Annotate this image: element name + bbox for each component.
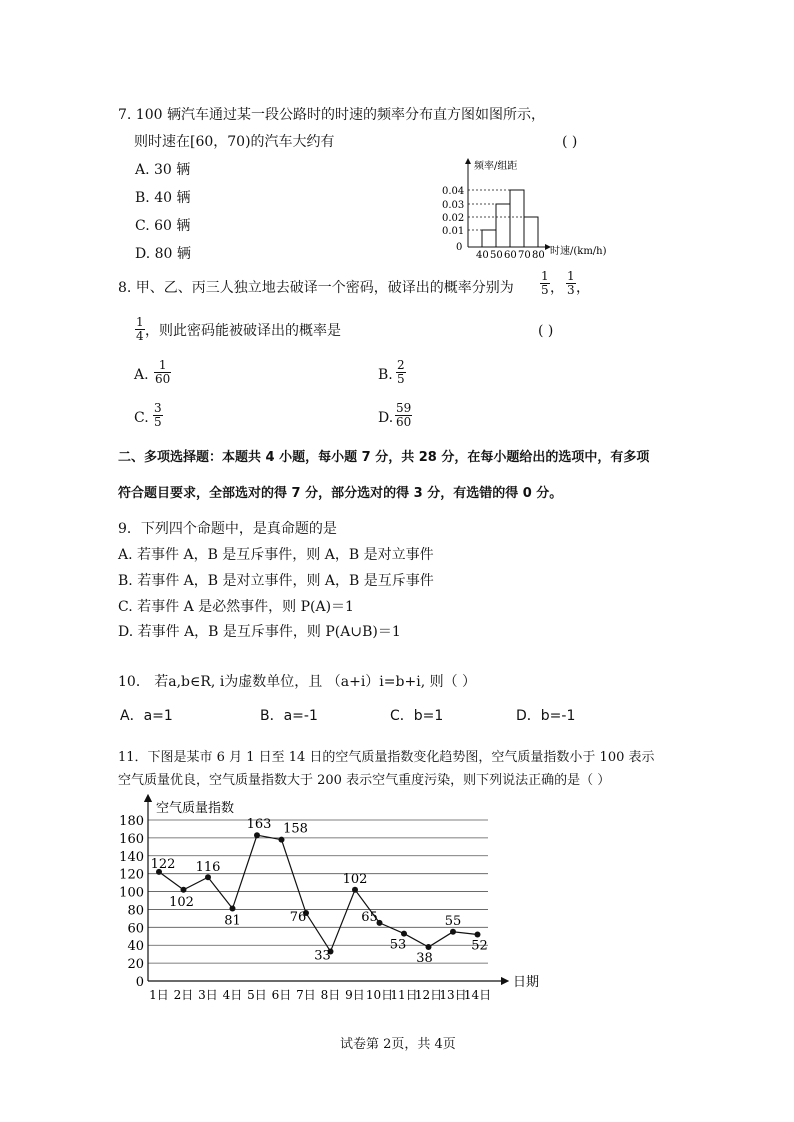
aqi-data-label: 122 bbox=[150, 856, 176, 872]
q8-option-d-label: D. bbox=[378, 410, 394, 426]
q10-stem: 10． 若a,b∈R, i为虚数单位，且 （a+i）i=b+i, 则（ ） bbox=[118, 674, 477, 690]
aqi-data-label: 81 bbox=[224, 913, 241, 929]
q7-ytick-003: 0.03 bbox=[442, 200, 465, 211]
q10-option-c: C．b=1 bbox=[390, 708, 444, 724]
q11-stem-line2: 空气质量优良，空气质量指数大于 200 表示空气重度污染，则下列说法正确的是（ ） bbox=[118, 773, 611, 788]
aqi-data-label: 158 bbox=[283, 821, 308, 837]
aqi-data-label: 163 bbox=[246, 817, 272, 833]
q7-bar-60-70 bbox=[510, 190, 524, 247]
aqi-xtick-label: 3日 bbox=[198, 988, 218, 1002]
aqi-ylabel: 空气质量指数 bbox=[156, 801, 235, 816]
aqi-xtick-label: 11日 bbox=[390, 988, 418, 1002]
q8-stem-line1: 8. 甲、乙、丙三人独立地去破译一个密码，破译出的概率分别为 bbox=[118, 280, 514, 296]
aqi-xtick-label: 14日 bbox=[463, 988, 492, 1002]
aqi-xtick-label: 5日 bbox=[247, 988, 267, 1002]
q8-comma-2: ， bbox=[576, 280, 590, 296]
q7-ytick-004: 0.04 bbox=[442, 186, 465, 197]
q8-comma-1: ， bbox=[550, 280, 564, 296]
aqi-data-label: 38 bbox=[416, 951, 433, 967]
aqi-xtick-label: 2日 bbox=[173, 988, 194, 1002]
section2-heading-line2: 符合题目要求，全部选对的得 7 分，部分选对的得 3 分，有选错的得 0 分。 bbox=[118, 486, 563, 501]
q7-bar-40-50 bbox=[482, 230, 496, 247]
aqi-data-point bbox=[401, 931, 407, 937]
aqi-data-point bbox=[475, 931, 481, 937]
q9-option-a: A. 若事件 A，B 是互斥事件，则 A，B 是对立事件 bbox=[118, 547, 434, 563]
q9-option-d: D. 若事件 A，B 是互斥事件，则 P(A∪B)＝1 bbox=[118, 624, 401, 640]
section2-heading-line1: 二、多项选择题：本题共 4 小题，每小题 7 分，共 28 分，在每小题给出的选项中，有多项 bbox=[118, 450, 650, 465]
aqi-ytick-label: 0 bbox=[135, 975, 144, 990]
q7-ylabel: 频率/组距 bbox=[474, 161, 518, 172]
q7-option-d: D. 80 辆 bbox=[135, 246, 191, 262]
q10-option-b: B．a=-1 bbox=[260, 708, 318, 724]
q7-answer-paren: ( ) bbox=[562, 134, 578, 150]
q7-bar-50-60 bbox=[496, 204, 510, 247]
aqi-data-label: 33 bbox=[314, 948, 331, 964]
q11-stem-line1: 11．下图是某市 6 月 1 日至 14 日的空气质量指数变化趋势图，空气质量指数小于 100 表示 bbox=[118, 750, 655, 765]
aqi-ytick-label: 140 bbox=[119, 849, 144, 865]
aqi-xlabel: 日期 bbox=[513, 975, 540, 990]
q7-option-c: C. 60 辆 bbox=[135, 218, 191, 234]
aqi-data-label: 53 bbox=[389, 937, 407, 953]
aqi-xtick-label: 8日 bbox=[320, 988, 341, 1002]
aqi-data-label: 52 bbox=[471, 938, 488, 954]
aqi-xtick-label: 9日 bbox=[345, 988, 365, 1002]
aqi-ytick-label: 160 bbox=[119, 831, 144, 847]
q7-xtick-60: 60 bbox=[504, 250, 517, 260]
q8-fraction-1-5: $\frac{1}{5}$ bbox=[541, 269, 549, 297]
q8-option-a-fraction: $\frac{1}{60}$ bbox=[155, 358, 171, 386]
aqi-xtick-label: 7日 bbox=[296, 988, 316, 1002]
q8-stem-line2: ，则此密码能被破译出的概率是 bbox=[145, 323, 341, 339]
q9-option-c: C. 若事件 A 是必然事件，则 P(A)＝1 bbox=[118, 599, 354, 615]
aqi-data-point bbox=[450, 929, 456, 935]
aqi-data-point bbox=[426, 944, 432, 950]
q7-origin: 0 bbox=[456, 242, 463, 253]
aqi-xtick-label: 12日 bbox=[414, 988, 443, 1002]
q7-option-a: A. 30 辆 bbox=[135, 162, 191, 178]
aqi-xtick-label: 10日 bbox=[365, 988, 394, 1002]
q7-xtick-40: 40 bbox=[476, 250, 489, 260]
q7-stem-line1: 7. 100 辆汽车通过某一段公路时的时速的频率分布直方图如图所示， bbox=[118, 107, 545, 123]
aqi-data-label: 76 bbox=[289, 910, 307, 926]
q8-option-b-fraction: $\frac{2}{5}$ bbox=[397, 358, 405, 386]
aqi-ytick-label: 20 bbox=[127, 957, 144, 973]
q7-ytick-001: 0.01 bbox=[442, 226, 465, 237]
q8-answer-paren: ( ) bbox=[538, 323, 554, 339]
aqi-xtick-label: 13日 bbox=[439, 988, 467, 1002]
aqi-data-label: 65 bbox=[361, 909, 378, 925]
q8-option-b-label: B. bbox=[378, 367, 393, 383]
q10-option-d: D．b=-1 bbox=[516, 708, 576, 724]
q10-option-a: A．a=1 bbox=[120, 708, 173, 724]
aqi-data-point bbox=[230, 906, 236, 912]
q7-bar-70-80 bbox=[524, 217, 538, 247]
q7-xtick-70: 70 bbox=[518, 250, 531, 260]
aqi-series-line bbox=[159, 835, 478, 951]
q7-ytick-002: 0.02 bbox=[442, 213, 465, 224]
q8-option-a-label: A. bbox=[134, 367, 149, 383]
aqi-ytick-label: 120 bbox=[119, 867, 144, 883]
aqi-line-chart bbox=[110, 790, 560, 1015]
aqi-xtick-label: 6日 bbox=[271, 988, 292, 1002]
q9-option-b: B. 若事件 A，B 是对立事件，则 A，B 是互斥事件 bbox=[118, 573, 434, 589]
aqi-data-label: 102 bbox=[169, 894, 194, 910]
aqi-ytick-label: 180 bbox=[119, 814, 144, 829]
aqi-ytick-label: 80 bbox=[127, 903, 144, 919]
q8-fraction-1-4: $\frac{1}{4}$ bbox=[136, 315, 144, 343]
aqi-ytick-label: 40 bbox=[127, 939, 144, 955]
q8-option-c-label: C. bbox=[134, 410, 149, 426]
q9-stem: 9．下列四个命题中，是真命题的是 bbox=[118, 521, 337, 537]
q8-option-c-fraction: $\frac{3}{5}$ bbox=[154, 401, 162, 429]
aqi-data-label: 116 bbox=[195, 860, 221, 876]
q7-xlabel: 时速/(km/h) bbox=[550, 246, 607, 257]
aqi-data-point bbox=[254, 832, 260, 838]
aqi-data-label: 55 bbox=[444, 913, 462, 929]
aqi-data-label: 102 bbox=[342, 871, 368, 887]
aqi-ytick-label: 60 bbox=[127, 921, 144, 937]
q7-xtick-80: 80 bbox=[532, 250, 545, 260]
aqi-ytick-label: 100 bbox=[119, 885, 144, 901]
q7-histogram bbox=[436, 155, 636, 260]
q7-xtick-50: 50 bbox=[490, 250, 503, 260]
page-footer: 试卷第 2页，共 4页 bbox=[340, 1037, 456, 1052]
aqi-data-point bbox=[181, 887, 187, 893]
q7-stem-line2: 则时速在[60，70)的汽车大约有 bbox=[134, 134, 335, 150]
aqi-data-point bbox=[279, 837, 285, 843]
q8-fraction-1-3: $\frac{1}{3}$ bbox=[567, 269, 575, 297]
aqi-xtick-label: 1日 bbox=[149, 988, 169, 1002]
aqi-xtick-label: 4日 bbox=[222, 988, 243, 1002]
aqi-data-point bbox=[352, 887, 358, 893]
q7-option-b: B. 40 辆 bbox=[135, 190, 191, 206]
q8-option-d-fraction: $\frac{59}{60}$ bbox=[396, 401, 412, 429]
